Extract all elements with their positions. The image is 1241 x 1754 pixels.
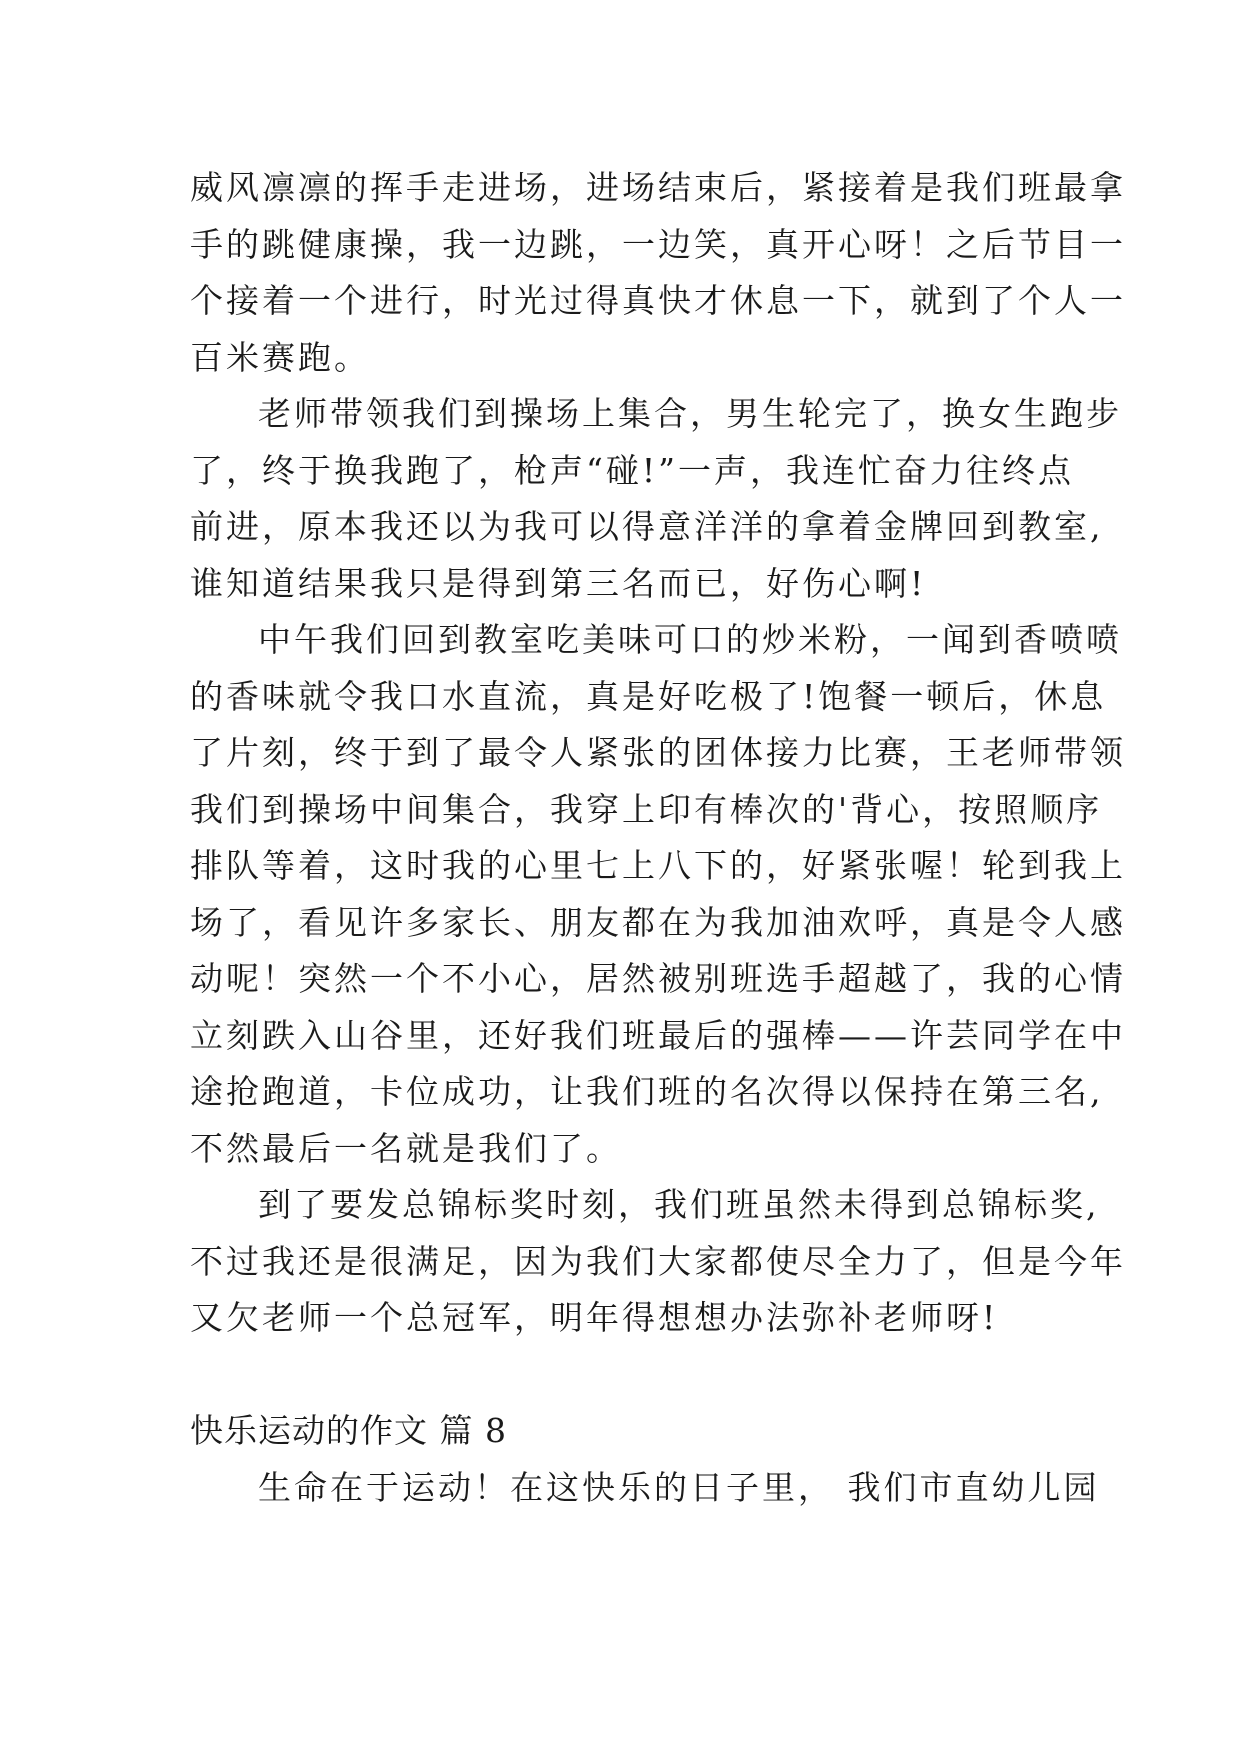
paragraph-1 bbox=[190, 160, 1126, 386]
text-line: 的香味就令我口水直流，真是好吃极了!饱餐一顿后，休息 bbox=[190, 676, 1107, 716]
document-body bbox=[190, 160, 1126, 1516]
text-line: 生命在于运动！在这快乐的日子里， 我们市直幼儿园 bbox=[258, 1467, 1100, 1507]
text-line: 又欠老师一个总冠军，明年得想想办法弥补老师呀! bbox=[190, 1298, 999, 1337]
text-line: 途抢跑道，卡位成功，让我们班的名次得以保持在第三名, bbox=[190, 1072, 1104, 1111]
section-title: 快乐运动的作文 篇 8 bbox=[190, 1411, 507, 1450]
text-line: 到了要发总锦标奖时刻，我们班虽然未得到总锦标奖, bbox=[258, 1185, 1100, 1224]
text-line: 不然最后一名就是我们了。 bbox=[190, 1128, 622, 1168]
text-line: 不过我还是很满足，因为我们大家都使尽全力了，但是今年 bbox=[190, 1241, 1126, 1281]
text-line: 手的跳健康操，我一边跳，一边笑，真开心呀！之后节目一 bbox=[190, 224, 1126, 264]
paragraph-4 bbox=[190, 1177, 1126, 1347]
text-line: 了，终于换我跑了，枪声“碰!”一声，我连忙奋力往终点 bbox=[190, 450, 1075, 490]
section-spacer bbox=[190, 1347, 1070, 1404]
text-line: 威风凛凛的挥手走进场，进场结束后，紧接着是我们班最拿 bbox=[190, 168, 1126, 207]
paragraph-3 bbox=[190, 612, 1126, 1177]
text-line: 百米赛跑。 bbox=[190, 337, 370, 377]
text-line: 中午我们回到教室吃美味可口的炒米粉，一闻到香喷喷 bbox=[258, 620, 1122, 659]
text-line: 前进，原本我还以为我可以得意洋洋的拿着金牌回到教室, bbox=[190, 507, 1104, 546]
text-line: 个接着一个进行，时光过得真快才休息一下，就到了个人一 bbox=[190, 281, 1126, 320]
text-line: 排队等着，这时我的心里七上八下的，好紧张喔！轮到我上 bbox=[190, 846, 1126, 885]
text-line: 动呢！突然一个不小心，居然被别班选手超越了，我的心情 bbox=[190, 959, 1126, 998]
text-line: 了片刻，终于到了最令人紧张的团体接力比赛，王老师带领 bbox=[190, 733, 1126, 772]
text-line: 老师带领我们到操场上集合，男生轮完了，换女生跑步 bbox=[258, 394, 1122, 433]
text-line: 谁知道结果我只是得到第三名而已，好伤心啊! bbox=[190, 563, 927, 603]
text-line: 场了，看见许多家长、朋友都在为我加油欢呼，真是令人感 bbox=[190, 902, 1126, 942]
text-line: 我们到操场中间集合，我穿上印有棒次的'背心，按照顺序 bbox=[190, 789, 1103, 829]
text-line: 立刻跌入山谷里，还好我们班最后的强棒——许芸同学在中 bbox=[190, 1015, 1126, 1055]
paragraph-2 bbox=[190, 386, 1122, 612]
